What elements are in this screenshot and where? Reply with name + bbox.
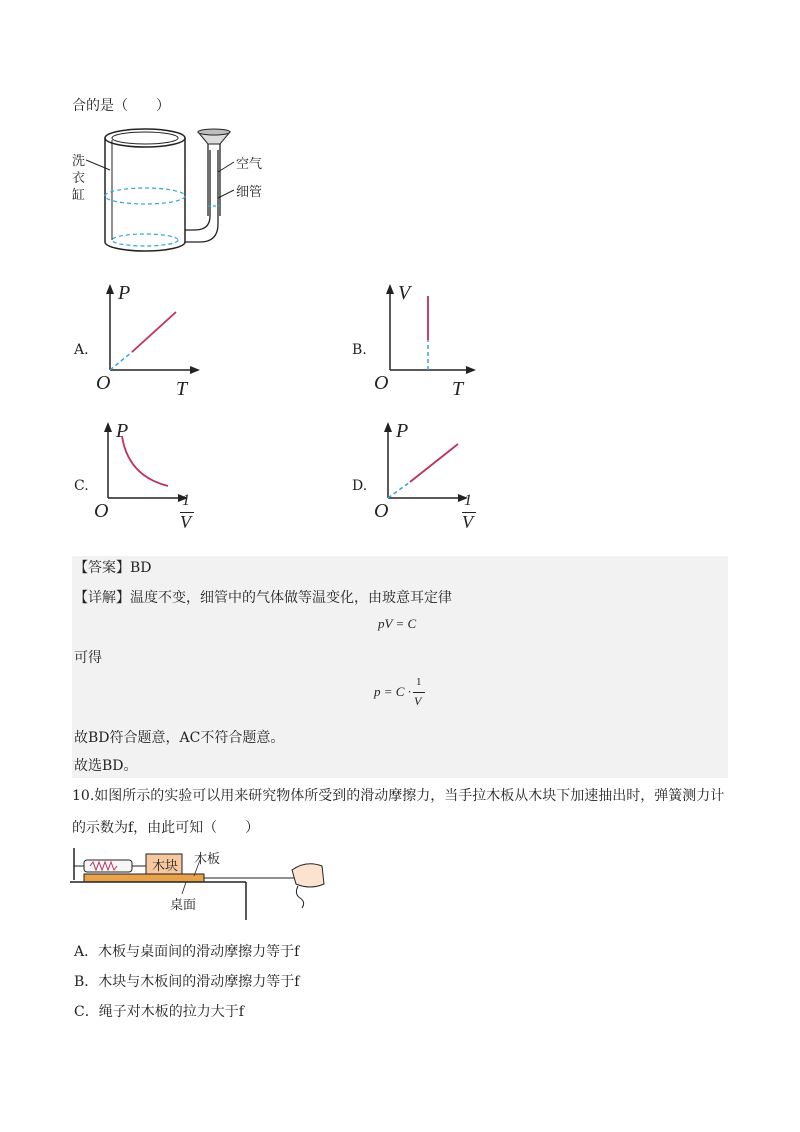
option-a-x-axis-label: T	[176, 378, 188, 400]
option-b-graph	[372, 282, 482, 382]
option-c-x-axis-numerator: 1	[182, 492, 190, 509]
detail-label: 【详解】	[74, 590, 130, 606]
option-d-letter: D.	[352, 478, 368, 494]
option-a-letter: A.	[74, 342, 89, 358]
tank-label-3: 缸	[72, 188, 86, 203]
q10-option-a: A．木板与桌面间的滑动摩擦力等于f	[74, 944, 300, 960]
air-label: 空气	[236, 157, 263, 172]
option-b-origin: O	[374, 372, 389, 394]
option-d-origin: O	[374, 500, 389, 522]
option-d-x-axis-denominator: V	[462, 512, 473, 532]
board-label: 木板	[194, 852, 221, 867]
answer-label: 【答案】	[74, 560, 130, 576]
option-a-y-axis-label: P	[118, 282, 131, 304]
formula-2-numerator: 1	[416, 676, 422, 688]
q10-stem-line-2: 的示数为f，由此可知（ ）	[72, 820, 260, 836]
formula-2-denominator: V	[414, 694, 422, 708]
option-d-x-axis-numerator: 1	[464, 492, 472, 509]
tube-label: 细管	[236, 185, 263, 200]
detail-text: 温度不变，细管中的气体做等温变化，由玻意耳定律	[130, 590, 452, 606]
tank-label-2: 衣	[72, 171, 86, 186]
option-d-y-axis-label: P	[396, 420, 409, 442]
option-b-letter: B.	[352, 342, 367, 358]
detail-line	[74, 588, 452, 608]
option-b-y-axis-label: V	[398, 282, 411, 304]
option-c-y-axis-label: P	[116, 420, 129, 442]
option-a-graph	[92, 282, 202, 382]
table-label: 桌面	[170, 898, 197, 913]
formula-2-left: p = C ·	[374, 684, 411, 699]
option-c-letter: C.	[74, 478, 89, 494]
question-stem: 合的是（ ）	[72, 98, 170, 114]
conclusion-text: 故BD符合题意，AC不符合题意。	[74, 730, 285, 746]
tank-label-1: 洗	[72, 154, 86, 169]
answer-value: BD	[130, 560, 152, 576]
option-d-graph	[370, 420, 474, 510]
choice-text: 故选BD。	[74, 758, 138, 774]
q10-option-b: B．木块与木板间的滑动摩擦力等于f	[74, 974, 300, 990]
answer-line	[74, 558, 152, 578]
option-b-x-axis-label: T	[452, 378, 464, 400]
keyi-text: 可得	[74, 650, 102, 666]
block-label: 木块	[152, 859, 179, 874]
formula-boyle: pV = C	[378, 616, 417, 631]
q10-option-c: C．绳子对木板的拉力大于f	[74, 1004, 244, 1020]
option-c-graph	[92, 420, 192, 510]
q10-stem-line-1: 10.如图所示的实验可以用来研究物体所受到的滑动摩擦力，当手拉木板从木块下加速抽出时，弹簧测力计	[72, 788, 725, 804]
option-a-origin: O	[96, 372, 111, 394]
formula-2-fraction-bar	[413, 692, 425, 693]
option-c-x-axis-denominator: V	[180, 512, 191, 532]
option-c-origin: O	[94, 500, 109, 522]
